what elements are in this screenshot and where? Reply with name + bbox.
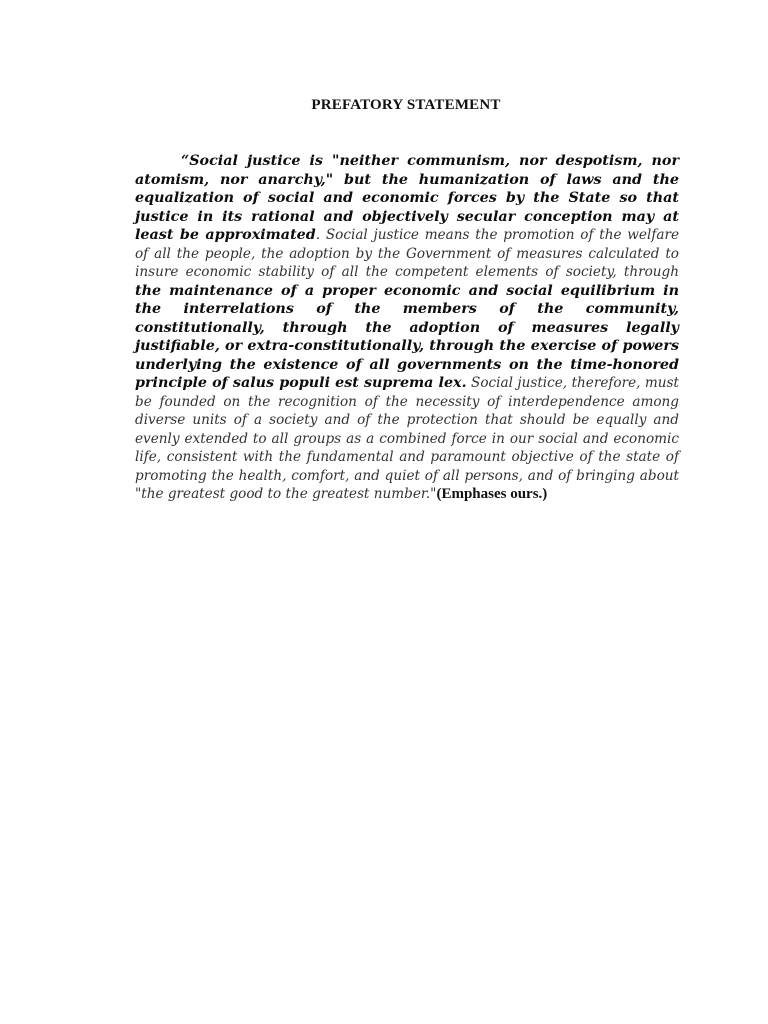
document-title: PREFATORY STATEMENT [311,97,501,113]
regular-passage-2: Social justice, therefore, must be founded on the recognition of the necessity of interdependence among diverse units of a society and of the protection that should be equally and evenly extended to all groups as a combined force in our social and economic life, consistent with the fundamental and paramount objective of the state of promoting the health, comfort, and quiet of all persons, and of bringing about "the greatest good to the greatest number." [135,375,680,502]
quotation-paragraph [135,152,679,504]
bold-passage-2: the maintenance of a proper economic and social equilibrium in the interrelations of the members of the community, constitutionally, through the adoption of measures legally justifiable, or extra-constitutionally, through the exercise of powers underlying the existence of all governments on the time-honored principle of salus populi est suprema lex. [135,282,679,391]
regular-passage-1: . Social justice means the promotion of the welfare of all the people, the adoption by the Government of measures calculated to insure economic stability of all the competent elements of society, through [135,227,680,280]
bold-passage-1: “Social justice is "neither communism, nor despotism, nor atomism, nor anarchy," but the humanization of laws and the equalization of social and economic forces by the State so that justice in its rational and objectively secular conception may at least be approximated [135,153,679,243]
emphases-note: (Emphases ours.) [436,486,548,502]
